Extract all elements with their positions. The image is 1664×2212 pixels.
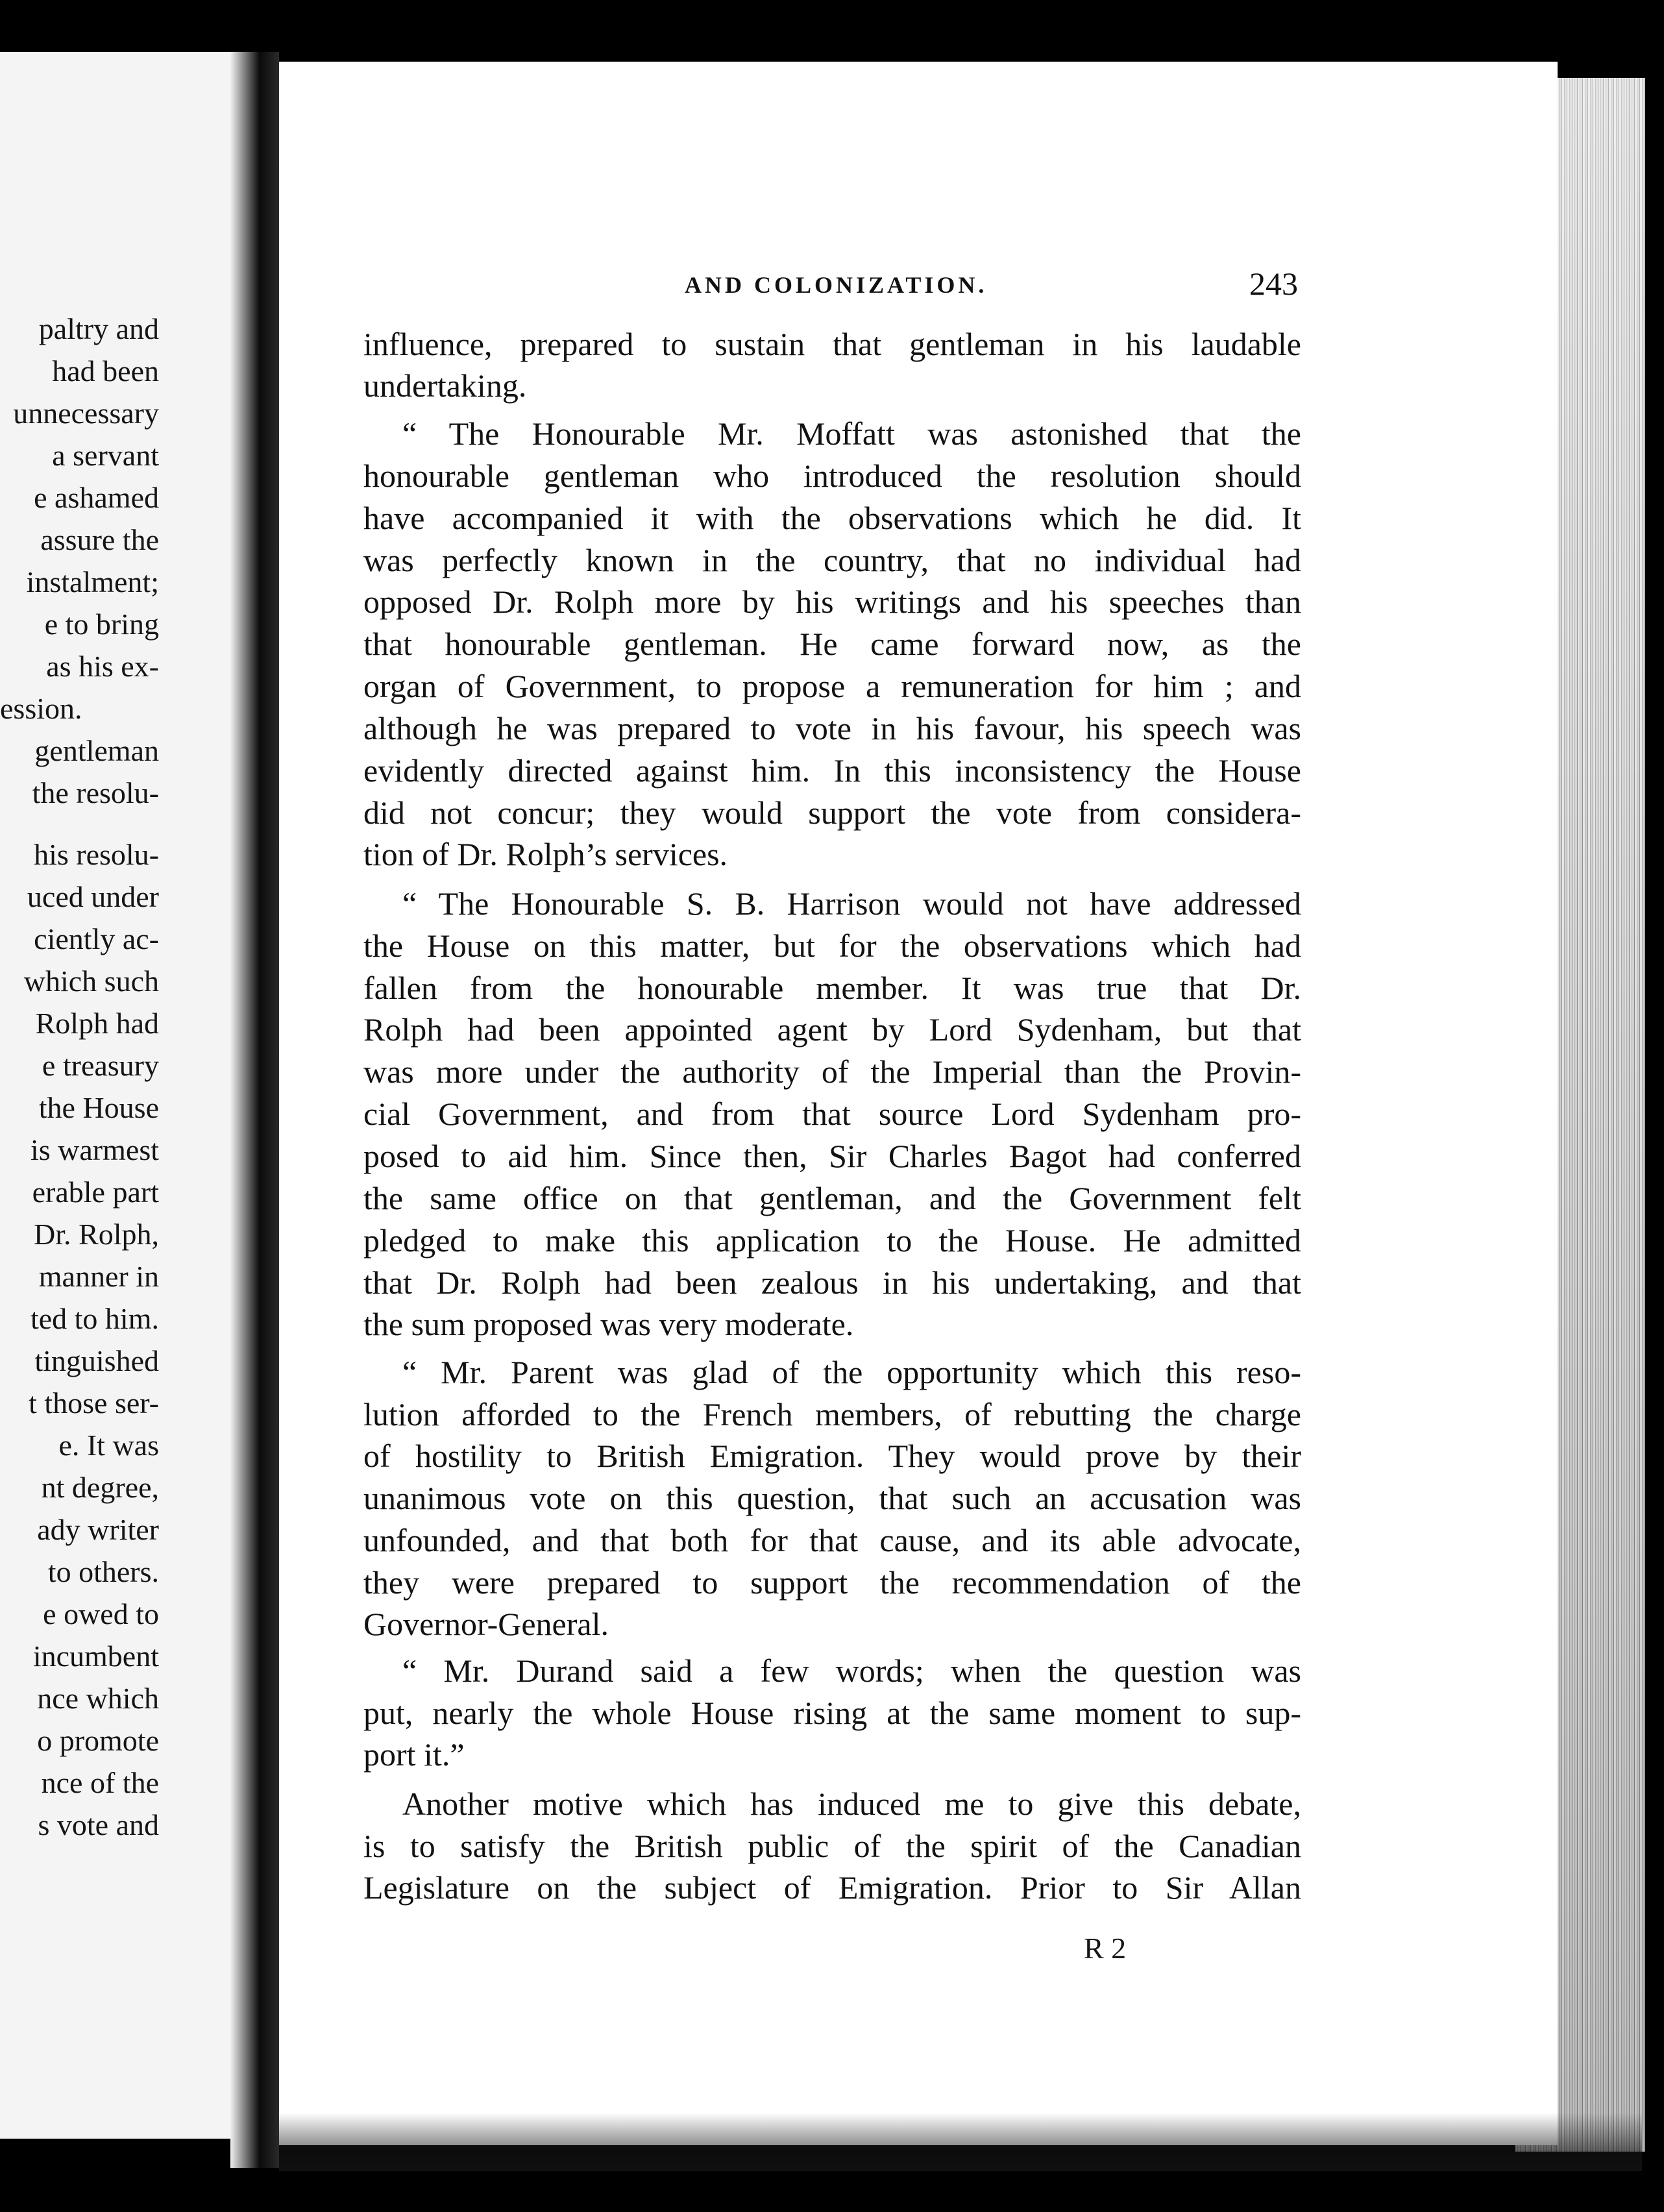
text-line: posed to aid him. Since then, Sir Charles Bagot had conferred — [363, 1138, 1301, 1175]
left-facing-page — [0, 52, 256, 2139]
text-line: organ of Government, to propose a remuneration for him ; and — [363, 668, 1301, 705]
text-line: the sum proposed was very moderate. — [363, 1305, 854, 1342]
left-page-text-line: nt degree, — [41, 1471, 159, 1504]
left-page-text-line: ciently ac- — [34, 922, 159, 955]
left-page-text-line: unnecessary — [13, 397, 159, 430]
left-page-text-line: Dr. Rolph, — [34, 1218, 159, 1251]
text-line: “ The Honourable Mr. Moffatt was astonished that the — [402, 415, 1301, 452]
left-page-text-line: nce which — [37, 1682, 159, 1715]
text-line: fallen from the honourable member. It was true that Dr. — [363, 969, 1301, 1006]
left-page-text-line: incumbent — [32, 1640, 159, 1673]
text-line: was perfectly known in the country, that no individual had — [363, 541, 1301, 578]
text-line: although he was prepared to vote in his favour, his speech was — [363, 710, 1301, 747]
left-page-text-line: s vote and — [38, 1808, 159, 1841]
left-page-text-line: assure the — [40, 523, 159, 556]
text-line: pledged to make this application to the House. He admitted — [363, 1222, 1301, 1259]
text-line: tion of Dr. Rolph’s services. — [363, 835, 728, 872]
text-line: is to satisfy the British public of the spirit of the Canadian — [363, 1827, 1301, 1864]
left-page-text-line: a servant — [52, 439, 159, 472]
left-page-text-line: erable part — [32, 1175, 159, 1209]
text-line: honourable gentleman who introduced the resolution should — [363, 457, 1301, 494]
text-line: they were prepared to support the recommendation of the — [363, 1564, 1301, 1601]
left-page-text-line: Rolph had — [35, 1007, 159, 1040]
left-page-text-line: e to bring — [44, 608, 159, 641]
left-page-text-line: had been — [52, 354, 159, 387]
left-page-text-line: e treasury — [42, 1049, 159, 1082]
text-line: the same office on that gentleman, and the Government felt — [363, 1180, 1301, 1216]
left-page-text-line: o promote — [37, 1724, 159, 1757]
left-page-text-line: is warmest — [30, 1133, 159, 1166]
text-line: Legislature on the subject of Emigration. Prior to Sir Allan — [363, 1869, 1301, 1906]
signature-mark: R 2 — [1084, 1932, 1127, 1965]
book-gutter — [230, 52, 279, 2168]
text-line: evidently directed against him. In this inconsistency the House — [363, 752, 1301, 789]
text-line: the House on this matter, but for the observations which had — [363, 927, 1301, 964]
text-line: of hostility to British Emigration. They would prove by their — [363, 1438, 1301, 1475]
left-page-text-line: the resolu- — [32, 776, 159, 809]
text-line: lution afforded to the French members, of rebutting the charge — [363, 1395, 1301, 1432]
text-line: opposed Dr. Rolph more by his writings and his speeches than — [363, 584, 1301, 621]
text-line: that honourable gentleman. He came forward now, as the — [363, 626, 1301, 663]
left-page-text-line: which such — [23, 965, 159, 998]
left-page-text-line: the House — [38, 1091, 159, 1124]
text-line: Another motive which has induced me to give this debate, — [402, 1785, 1301, 1822]
text-line: put, nearly the whole House rising at the same moment to sup- — [363, 1694, 1301, 1731]
bottom-shadow — [279, 2113, 1642, 2171]
left-page-text-line: manner in — [38, 1260, 159, 1293]
left-page-text-line: ted to him. — [30, 1302, 159, 1335]
left-page-text-line: gentleman — [34, 734, 159, 767]
left-page-text-line: nce of the — [41, 1766, 159, 1799]
text-line: was more under the authority of the Imperial than the Provin- — [363, 1053, 1301, 1090]
text-line: undertaking. — [363, 367, 527, 404]
left-page-text-line: to others. — [47, 1555, 159, 1588]
left-page-text-line: his resolu- — [34, 838, 159, 871]
text-line: did not concur; they would support the vote from considera- — [363, 794, 1301, 831]
text-line: “ The Honourable S. B. Harrison would not have addressed — [402, 885, 1301, 922]
left-page-text-line: instalment; — [26, 565, 159, 598]
text-line: unfounded, and that both for that cause, and its able advocate, — [363, 1522, 1301, 1559]
text-line: that Dr. Rolph had been zealous in his undertaking, and that — [363, 1264, 1301, 1301]
left-page-text-line: paltry and — [38, 312, 159, 345]
text-line: influence, prepared to sustain that gentleman in his laudable — [363, 326, 1301, 362]
text-line: unanimous vote on this question, that such an accusation was — [363, 1480, 1301, 1517]
text-line: Rolph had been appointed agent by Lord Sydenham, but that — [363, 1011, 1301, 1048]
left-page-text-line: e ashamed — [34, 481, 159, 514]
left-page-text-line: ady writer — [37, 1513, 159, 1546]
text-line: “ Mr. Parent was glad of the opportunity which this reso- — [402, 1353, 1301, 1390]
text-line: “ Mr. Durand said a few words; when the question was — [402, 1652, 1301, 1689]
page-number: 243 — [1249, 265, 1298, 302]
text-line: Governor-General. — [363, 1606, 609, 1642]
text-line: cial Government, and from that source Lord Sydenham pro- — [363, 1096, 1301, 1133]
left-page-text-line: tinguished — [34, 1344, 159, 1377]
text-line: have accompanied it with the observations which he did. It — [363, 499, 1301, 536]
left-page-text-line: as his ex- — [46, 650, 159, 683]
text-line: port it.” — [363, 1736, 465, 1773]
left-page-text-line: ession. — [0, 692, 82, 725]
running-head: AND COLONIZATION. — [685, 272, 988, 298]
left-page-text-line: uced under — [27, 880, 159, 913]
left-page-text-line: e. It was — [58, 1429, 159, 1462]
left-page-text-line: e owed to — [43, 1597, 159, 1630]
left-page-text-line: t those ser- — [29, 1386, 159, 1419]
